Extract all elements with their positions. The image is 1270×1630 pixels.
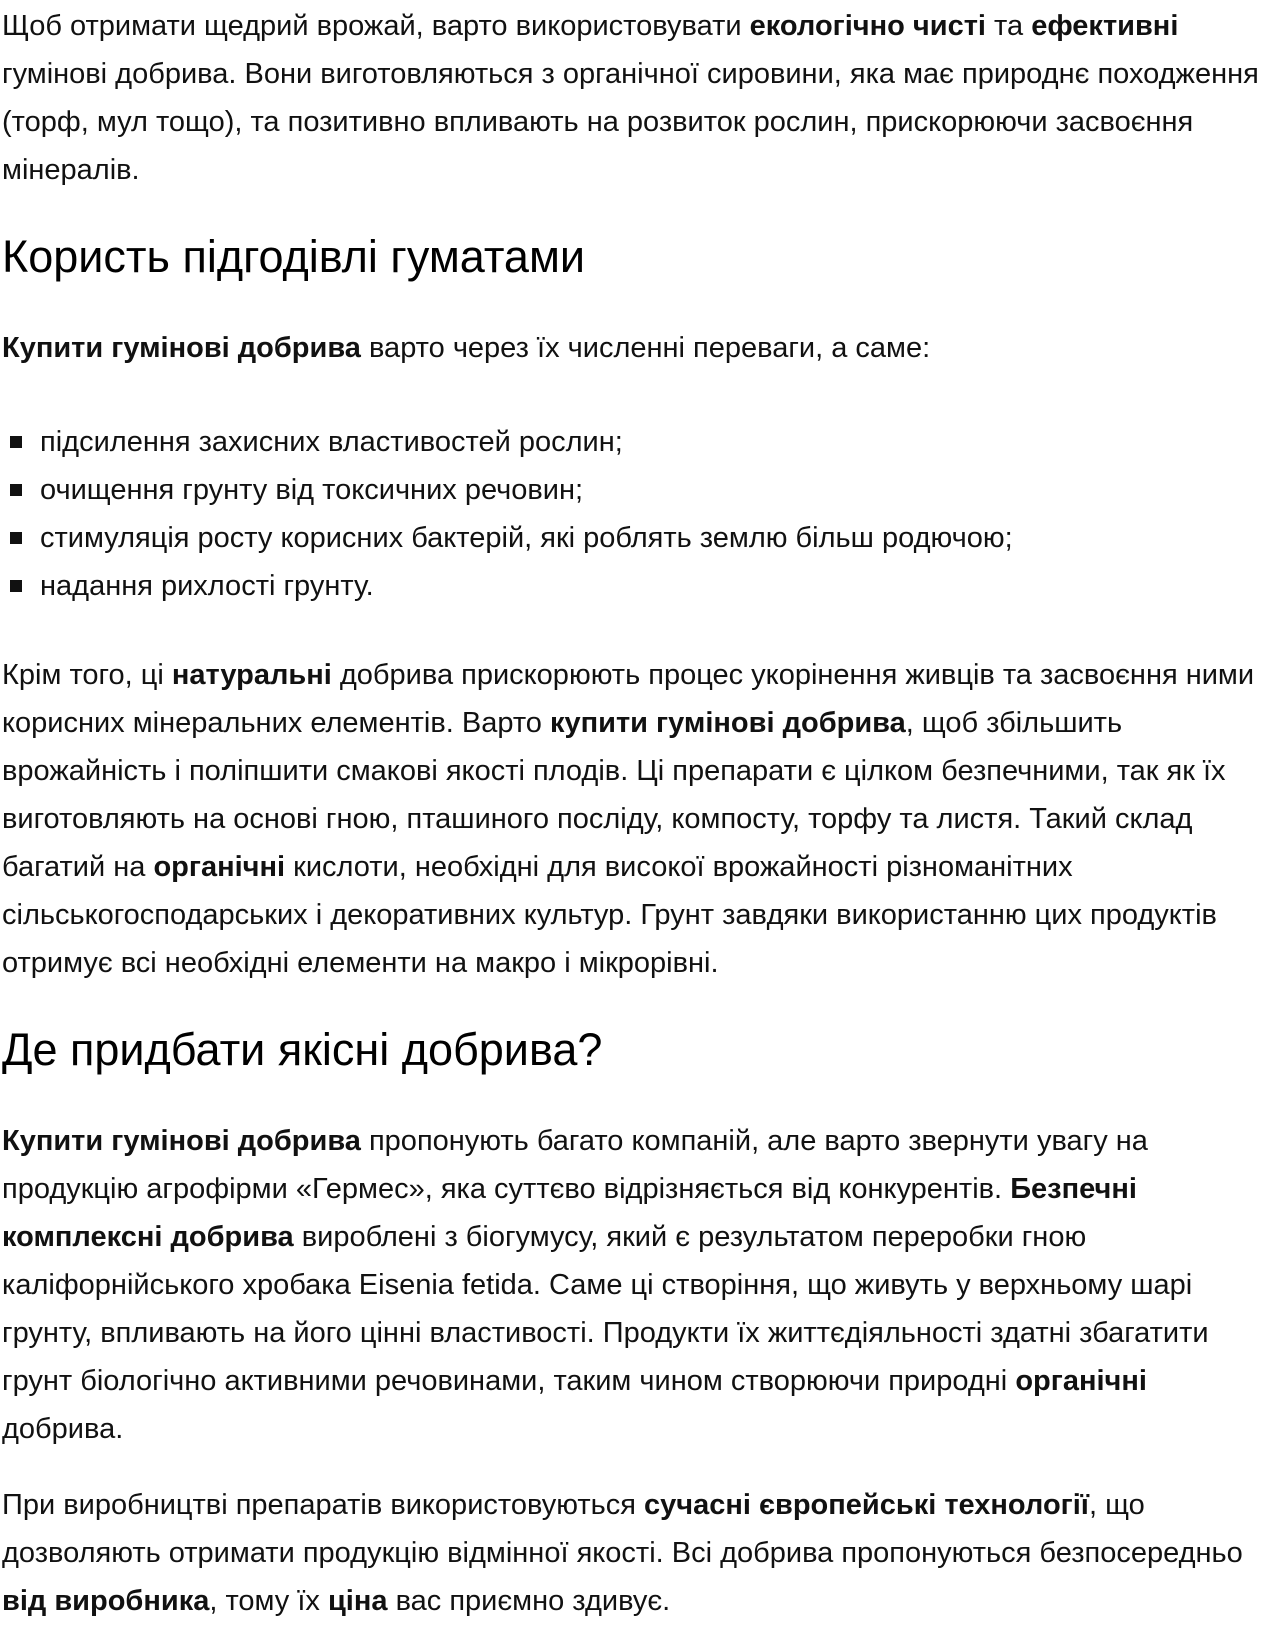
- list-item: [2, 514, 1264, 562]
- heading-where: Де придбати якісні добрива?: [2, 1024, 603, 1075]
- where-paragraph: Купити гумінові добрива пропонують багато компаній, але варто звернути увагу на продукцію агрофірми «Гермес», яка суттєво відрізняється від конкурентів. Безпечні комплексні добрива вироблені з біогумусу, який є результатом переробки гною каліфорнійського хробака Eisenia fetida. Саме ці створіння, що живуть у верхньому шарі грунту, впливають на його цінні властивості. Продукти їх життєдіяльності здатні збагатити грунт біологічно активними речовинами, таким чином створюючи природні органічні добрива.: [2, 1125, 1209, 1445]
- bullet-square-icon: [10, 580, 22, 592]
- benefits-paragraph: Крім того, ці натуральні добрива прискорюють процес укорінення живців та засвоєння ними корисних мінеральних елементів. Варто купити гумінові добрива, щоб збільшить врожайність і поліпшити смакові якості плодів. Ці препарати є цілком безпечними, так як їх виготовляють на основі гною, пташиного посліду, компосту, торфу та листя. Такий склад багатий на органічні кислоти, необхідні для високої врожайності різноманітних сільськогосподарських і декоративних культур. Грунт завдяки використанню цих продуктів отримує всі необхідні елементи на макро і мікрорівні.: [2, 659, 1255, 979]
- benefits-list: [2, 418, 1264, 610]
- list-item-text: стимуляція росту корисних бактерій, які роблять землю більш родючою;: [40, 522, 1013, 554]
- bullet-square-icon: [10, 532, 22, 544]
- bullet-square-icon: [10, 484, 22, 496]
- list-item-text: підсилення захисних властивостей рослин;: [40, 426, 623, 458]
- list-item-text: очищення грунту від токсичних речовин;: [40, 474, 584, 506]
- list-item-text: надання рихлості грунту.: [40, 570, 374, 602]
- list-item: [2, 466, 1264, 514]
- production-paragraph: При виробництві препаратів використовуються сучасні європейські технології, що дозволяють отримати продукцію відмінної якості. Всі добрива пропонуються безпосередньо від виробника, тому їх ціна вас приємно здивує.: [2, 1489, 1243, 1617]
- bullet-square-icon: [10, 436, 22, 448]
- list-item: [2, 562, 1264, 610]
- intro-paragraph: Щоб отримати щедрий врожай, варто використовувати екологічно чисті та ефективні гумінові добрива. Вони виготовляються з органічної сировини, яка має природнє походження (торф, мул тощо), та позитивно впливають на розвиток рослин, прискорюючи засвоєння мінералів.: [2, 10, 1259, 186]
- heading-benefits: Користь підгодівлі гуматами: [2, 231, 586, 282]
- benefits-lead-paragraph: Купити гумінові добрива варто через їх численні переваги, а саме:: [2, 332, 931, 364]
- list-item: [2, 418, 1264, 466]
